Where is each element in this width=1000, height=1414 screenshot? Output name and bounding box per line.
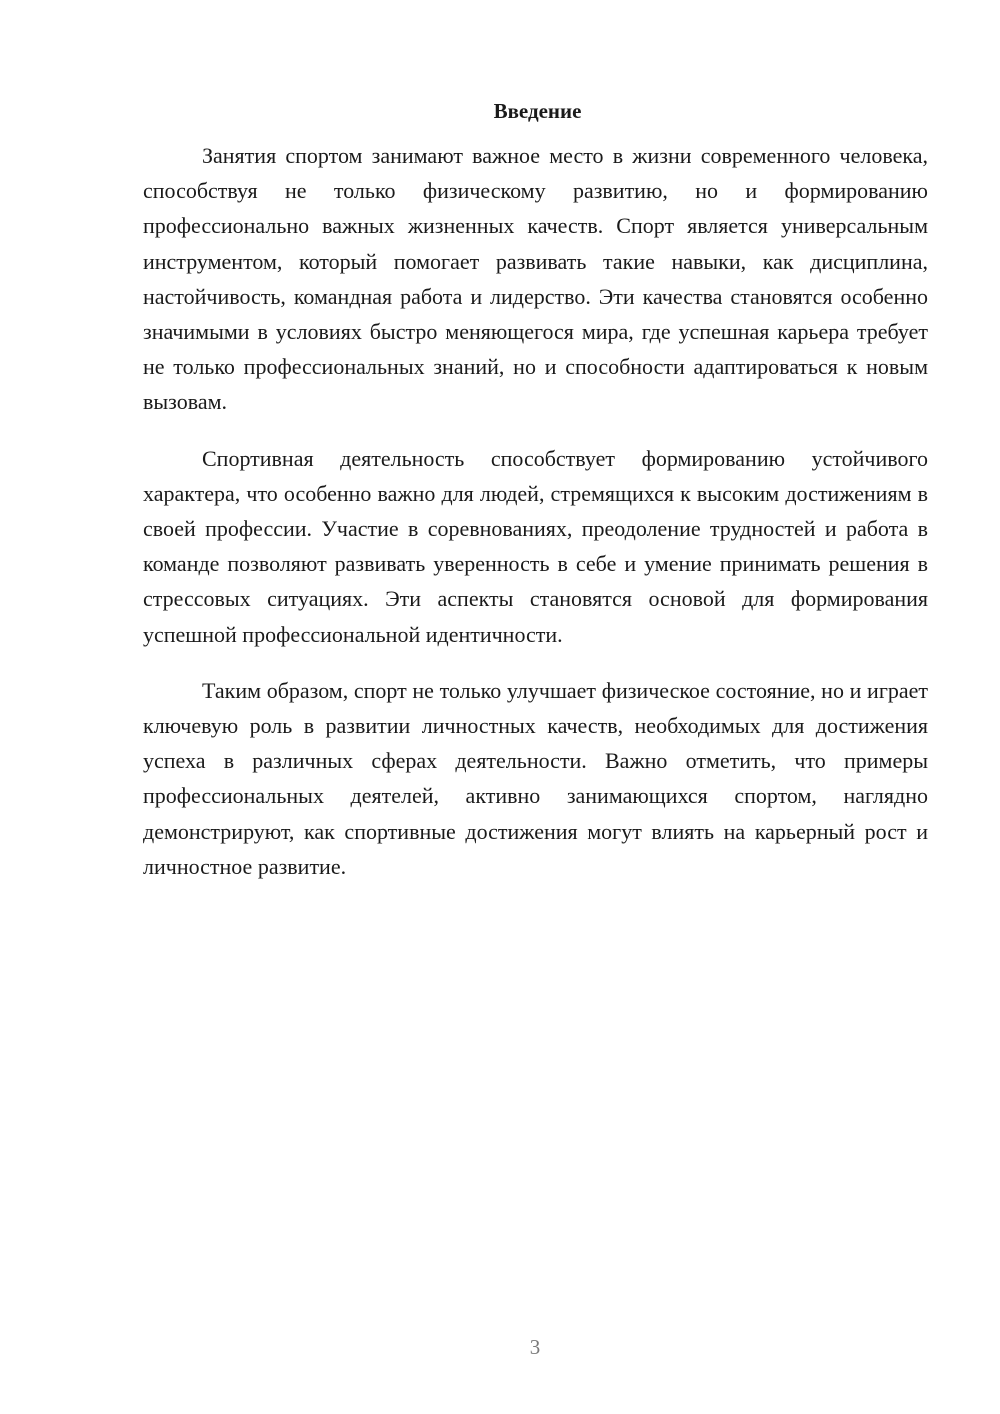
page-number: 3 xyxy=(529,1335,541,1359)
paragraph-1: Занятия спортом занимают важное место в жизни современного человека, способствуя не только физическому развитию, но и формированию профессионально важных жизненных качеств. Спорт является универсальным инструментом, который помогает развивать такие навыки, как дисциплина, настойчивость, командная работа и лидерство. Эти качества становятся особенно значимыми в условиях быстро меняющегося мира, где успешная карьера требует не только профессиональных знаний, но и способности адаптироваться к новым вызовам. xyxy=(143,143,928,415)
section-heading: Введение xyxy=(493,99,582,123)
paragraph-2: Спортивная деятельность способствует формированию устойчивого характера, что особенно важно для людей, стремящихся к высоким достижениям в своей профессии. Участие в соревнованиях, преодоление трудностей и работа в команде позволяют развивать уверенность в себе и умение принимать решения в стрессовых ситуациях. Эти аспекты становятся основой для формирования успешной профессиональной идентичности. xyxy=(143,445,928,647)
page-content xyxy=(143,96,928,884)
paragraph-3: Таким образом, спорт не только улучшает физическое состояние, но и играет ключевую роль в развитии личностных качеств, необходимых для достижения успеха в различных сферах деятельности. Важно отметить, что примеры профессиональных деятелей, активно занимающихся спортом, наглядно демонстрируют, как спортивные достижения могут влиять на карьерный рост и личностное развитие. xyxy=(143,677,928,879)
